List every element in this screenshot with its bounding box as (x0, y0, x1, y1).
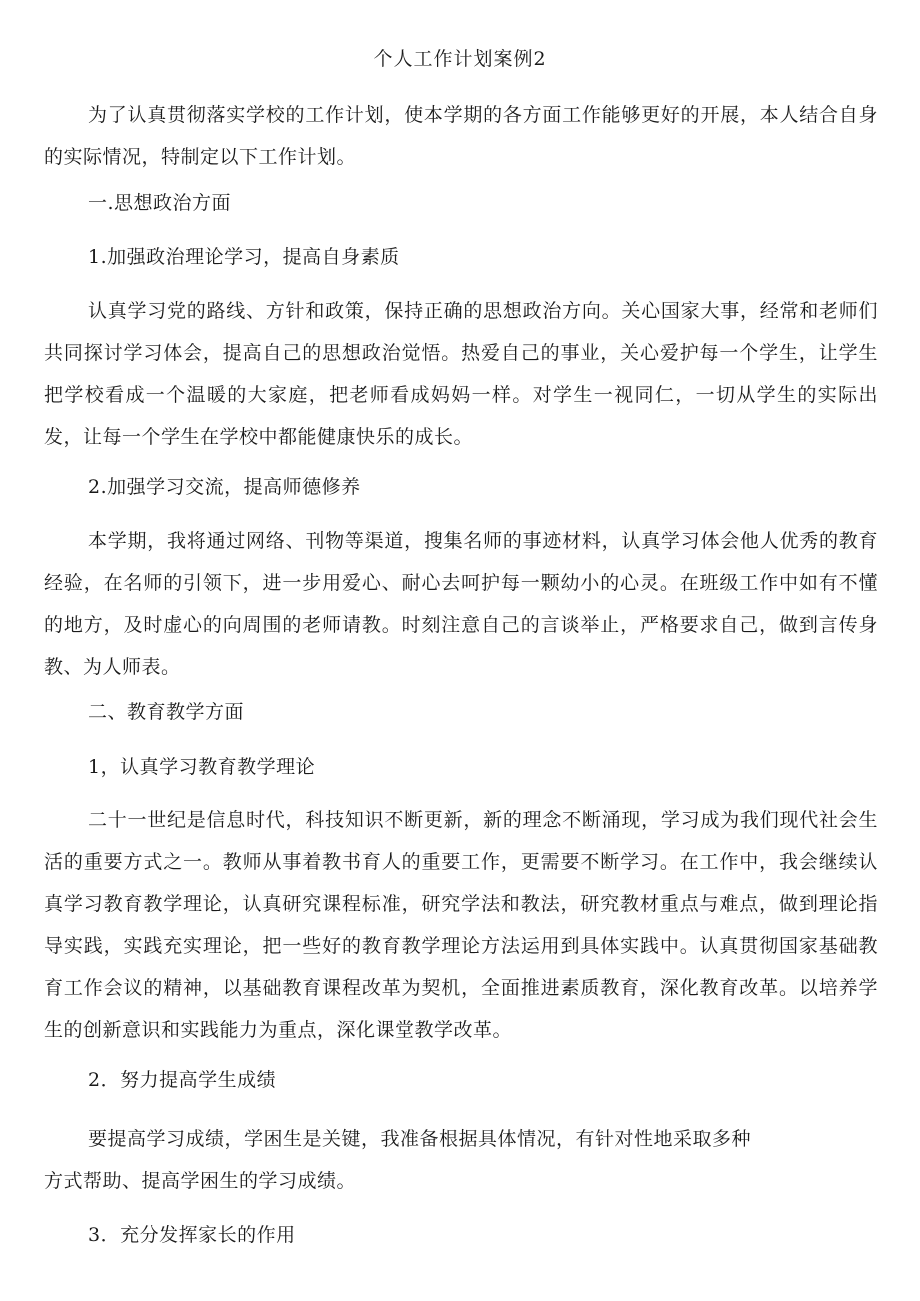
subheading-improve-grades: 2．努力提高学生成绩 (88, 1069, 277, 1091)
section-heading-politics: 一.思想政治方面 (88, 192, 232, 214)
subheading-political-study: 1.加强政治理论学习，提高自身素质 (88, 246, 400, 268)
subheading-ethics: 2.加强学习交流，提高师德修养 (88, 476, 361, 498)
intro-paragraph: 为了认真贯彻落实学校的工作计划，使本学期的各方面工作能够更好的开展，本人结合自身的实际情况，特制定以下工作计划。 (44, 104, 878, 168)
paragraph-improve-grades-line1: 要提高学习成绩，学困生是关键，我准备根据具体情况，有针对性地采取多种 (88, 1128, 752, 1150)
section-heading-teaching: 二、教育教学方面 (88, 701, 245, 723)
paragraph-improve-grades-line2: 方式帮助、提高学困生的学习成绩。 (44, 1170, 357, 1192)
subheading-parents-role: 3．充分发挥家长的作用 (88, 1224, 296, 1246)
paragraph-teaching-theory: 二十一世纪是信息时代，科技知识不断更新，新的理念不断涌现，学习成为我们现代社会生活的重要方式之一。教师从事着教书育人的重要工作，更需要不断学习。在工作中，我会继续认真学习教育教学理论，认真研究课程标准，研究学法和教法，研究教材重点与难点，做到理论指导实践，实践充实理论，把一些好的教育教学理论方法运用到具体实践中。认真贯彻国家基础教育工作会议的精神，以基础教育课程改革为契机，全面推进素质教育，深化教育改革。以培养学生的创新意识和实践能力为重点，深化课堂教学改革。 (44, 809, 878, 1041)
paragraph-ethics: 本学期，我将通过网络、刊物等渠道，搜集名师的事迹材料，认真学习体会他人优秀的教育经验，在名师的引领下，进一步用爱心、耐心去呵护每一颗幼小的心灵。在班级工作中如有不懂的地方，及时虚心的向周围的老师请教。时刻注意自己的言谈举止，严格要求自己，做到言传身教、为人师表。 (44, 530, 878, 678)
subheading-teaching-theory: 1，认真学习教育教学理论 (88, 756, 316, 778)
document-title: 个人工作计划案例2 (373, 48, 547, 70)
paragraph-political-study: 认真学习党的路线、方针和政策，保持正确的思想政治方向。关心国家大事，经常和老师们共同探讨学习体会，提高自己的思想政治觉悟。热爱自己的事业，关心爱护每一个学生，让学生把学校看成一个温暖的大家庭，把老师看成妈妈一样。对学生一视同仁，一切从学生的实际出发，让每一个学生在学校中都能健康快乐的成长。 (44, 300, 878, 448)
